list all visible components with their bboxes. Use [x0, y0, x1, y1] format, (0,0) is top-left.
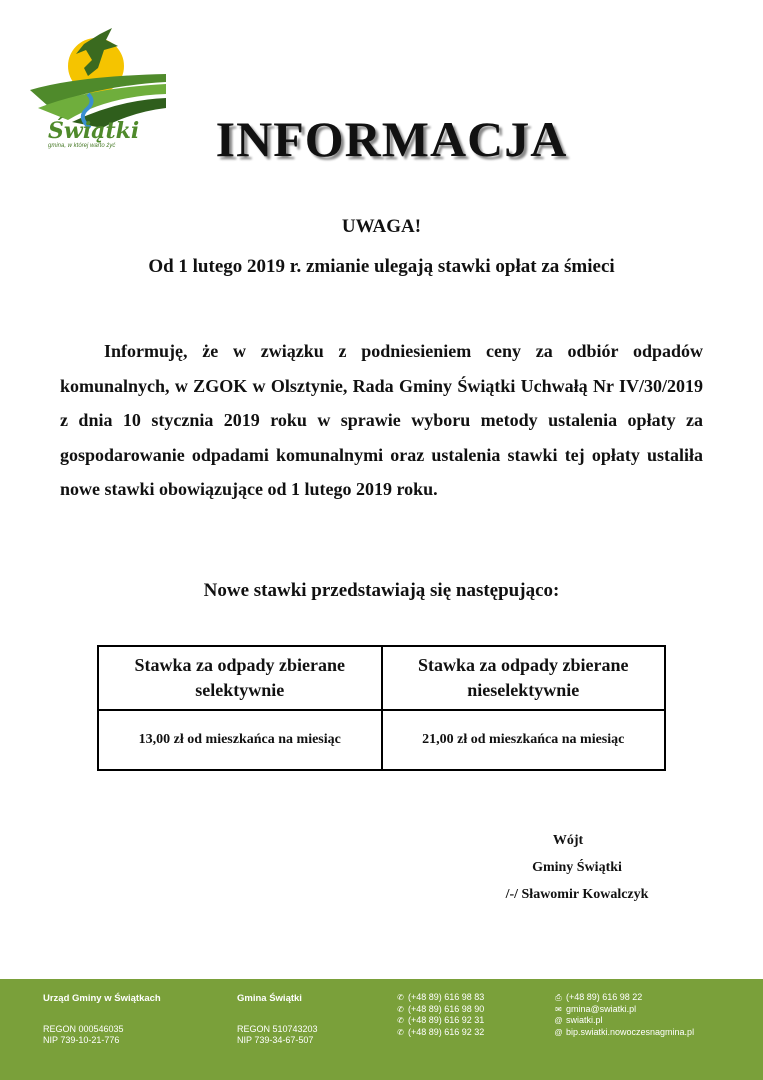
footer-office-title: Urząd Gminy w Świątkach — [43, 993, 161, 1004]
signature-office: Gminy Świątki — [532, 860, 622, 875]
signature-role: Wójt — [552, 833, 584, 848]
fax-number: (+48 89) 616 98 22 — [566, 992, 643, 1002]
bip-link[interactable]: bip.swiatki.nowoczesnagmina.pl — [566, 1026, 695, 1037]
notice-body: Informuję, że w związku z podniesieniem ceny za odbiór odpadów komunalnych, w ZGOK w Olsztynie, Rada Gminy Świątki Uchwałą Nr IV/30/2019 z dnia 10 stycznia 2019 roku w sprawie wyboru metody ustalenia opłaty za gospodarowanie odpadami komunalnymi oraz ustalenia stawki tej opłaty ustaliła nowe stawki obowiązujące od 1 lutego 2019 roku. — [60, 341, 703, 499]
table-header-row — [98, 646, 665, 710]
footer-municipality-title: Gmina Świątki — [237, 993, 302, 1004]
phone-icon: ✆ — [397, 1027, 404, 1037]
signature-name: /-/ Sławomir Kowalczyk — [505, 887, 649, 902]
logo-tagline: gmina, w której warto żyć — [48, 143, 116, 149]
footer-office — [43, 993, 161, 1047]
footer-contact — [554, 992, 694, 1038]
footer — [0, 979, 763, 1080]
notice-subheading: Od 1 lutego 2019 r. zmianie ulegają stawki opłat za śmieci — [148, 256, 615, 277]
phone-number[interactable]: (+48 89) 616 92 32 — [408, 1026, 485, 1037]
email-icon: ✉ — [555, 1004, 562, 1014]
phone-number[interactable]: (+48 89) 616 92 31 — [408, 1015, 485, 1025]
website-link[interactable]: swiatki.pl — [566, 1015, 603, 1025]
footer-office-regon: REGON 000546035 — [43, 1023, 124, 1034]
rates-intro: Nowe stawki przedstawiają się następująco: — [203, 580, 560, 601]
phone-icon: ✆ — [397, 1016, 404, 1025]
phone-number[interactable]: (+48 89) 616 98 83 — [408, 992, 485, 1002]
rates-table — [97, 645, 666, 771]
footer-municipality-regon: REGON 510743203 — [237, 1023, 318, 1034]
phone-icon: ✆ — [397, 993, 404, 1002]
rate-header-selective: Stawka za odpady zbierane selektywnie — [98, 646, 382, 710]
footer-office-nip: NIP 739-10-21-776 — [43, 1035, 120, 1045]
footer-phones — [396, 992, 484, 1038]
email-link[interactable]: gmina@swiatki.pl — [566, 1003, 637, 1014]
footer-municipality-nip: NIP 739-34-67-507 — [237, 1035, 314, 1045]
rate-value-selective: 13,00 zł od mieszkańca na miesiąc — [98, 710, 382, 770]
web-icon: @ — [554, 1016, 563, 1025]
page-title: INFORMACJA — [215, 111, 568, 167]
phone-icon: ✆ — [397, 1004, 404, 1014]
phone-number[interactable]: (+48 89) 616 98 90 — [408, 1003, 485, 1014]
web-icon: @ — [554, 1027, 563, 1037]
fax-icon: ⎙ — [555, 993, 562, 1002]
rate-header-nonselective: Stawka za odpady zbierane nieselektywnie — [382, 646, 666, 710]
footer-municipality — [237, 993, 318, 1047]
rate-value-nonselective: 21,00 zł od mieszkańca na miesiąc — [382, 710, 666, 770]
logo-name: Świątki — [48, 118, 140, 144]
notice-heading: UWAGA! — [341, 216, 422, 237]
table-row — [98, 710, 665, 770]
